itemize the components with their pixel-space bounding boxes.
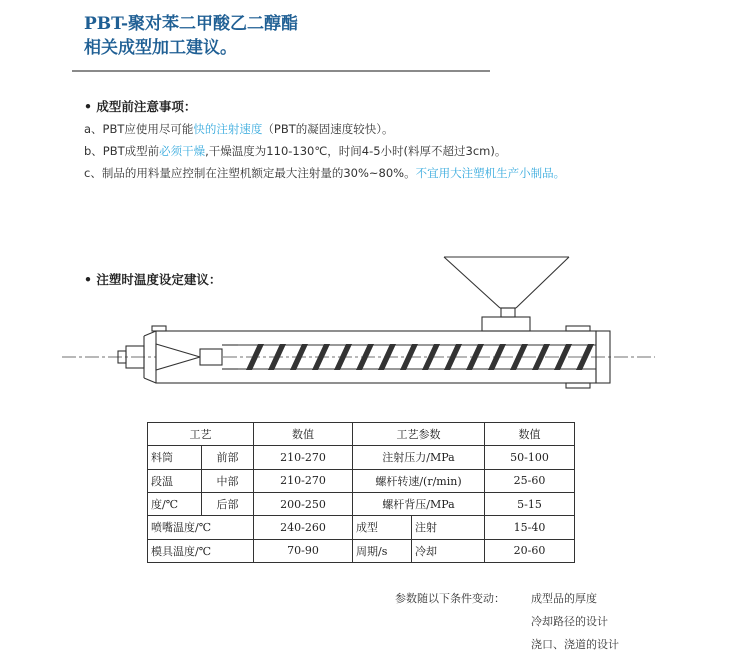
cycle-label-b: 周期/s — [353, 539, 412, 562]
page-title-line1: PBT-聚对苯二甲酸乙二醇酯 — [84, 14, 299, 34]
factor-item: 冷却路径的设计 — [531, 615, 608, 628]
mold-temp-value: 70-90 — [254, 539, 353, 562]
injection-pressure-label: 注射压力/MPa — [353, 446, 485, 469]
note-a-suffix: （PBT的凝固速度较快）。 — [262, 122, 394, 136]
page-title-line2: 相关成型加工建议。 — [84, 38, 237, 58]
note-b-suffix: ,干燥温度为110-130℃，时间4-5小时(料厚不超过3cm)。 — [205, 144, 507, 158]
factor-item: 成型品的厚度 — [531, 592, 597, 605]
table-row — [148, 469, 575, 492]
note-c-prefix: c、制品的用料量应控制在注塑机额定最大注射量的30%~80%。 — [84, 166, 416, 180]
table-row — [148, 492, 575, 515]
screw-speed-value: 25-60 — [485, 469, 575, 492]
header-value: 数值 — [254, 423, 353, 446]
rear-value: 200-250 — [254, 492, 353, 515]
barrel-label: 料筒 — [148, 446, 202, 469]
process-parameters-table — [147, 422, 575, 563]
nozzle-temp-label: 喷嘴温度/℃ — [148, 516, 254, 539]
table-row — [148, 539, 575, 562]
table-row — [148, 423, 575, 446]
injection-pressure-value: 50-100 — [485, 446, 575, 469]
note-a-prefix: a、PBT应使用尽可能 — [84, 122, 194, 136]
note-c-highlight: 不宜用大注塑机生产小制品。 — [415, 166, 566, 180]
table-row — [148, 516, 575, 539]
middle-value: 210-270 — [254, 469, 353, 492]
back-pressure-value: 5-15 — [485, 492, 575, 515]
header-value2: 数值 — [485, 423, 575, 446]
temperature-heading: • 注塑时温度设定建议： — [84, 272, 222, 287]
factor-item: 浇口、浇道的设计 — [531, 638, 619, 651]
middle-label: 中部 — [202, 469, 254, 492]
precautions-heading: • 成型前注意事项： — [84, 99, 197, 114]
cool-value: 20-60 — [485, 539, 575, 562]
note-a-highlight: 快的注射速度 — [193, 122, 263, 136]
front-label: 前部 — [202, 446, 254, 469]
deg-label: 度/℃ — [148, 492, 202, 515]
cool-label: 冷却 — [412, 539, 485, 562]
note-b-prefix: b、PBT成型前 — [84, 144, 160, 158]
hopper-icon — [444, 257, 569, 331]
rear-label: 后部 — [202, 492, 254, 515]
mold-temp-label: 模具温度/℃ — [148, 539, 254, 562]
header-param: 工艺参数 — [353, 423, 485, 446]
factors-label: 参数随以下条件变动： — [395, 592, 505, 605]
section-label: 段温 — [148, 469, 202, 492]
note-b-highlight: 必须干燥 — [159, 144, 206, 158]
header-process: 工艺 — [148, 423, 254, 446]
screw-speed-label: 螺杆转速/(r/min) — [353, 469, 485, 492]
nozzle-temp-value: 240-260 — [254, 516, 353, 539]
back-pressure-label: 螺杆背压/MPa — [353, 492, 485, 515]
inject-value: 15-40 — [485, 516, 575, 539]
cycle-label-a: 成型 — [353, 516, 412, 539]
table-row — [148, 446, 575, 469]
front-value: 210-270 — [254, 446, 353, 469]
inject-label: 注射 — [412, 516, 485, 539]
